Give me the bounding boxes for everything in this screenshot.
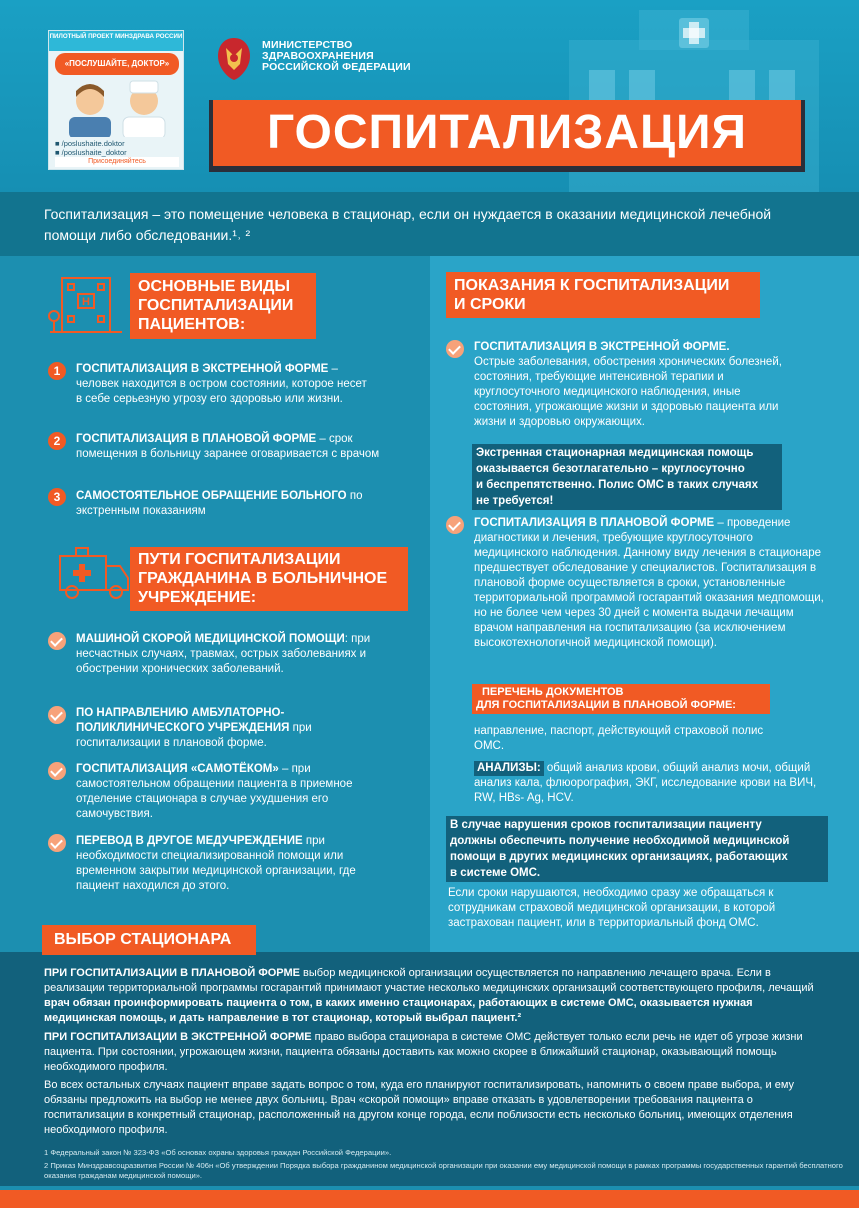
check-icon <box>48 762 66 780</box>
emergency-note: Экстренная стационарная медицинская помощь оказывается безотлагательно – круглосуточно и беспрепятственно. Полис ОМС в таких случаях не требуется! <box>472 444 782 510</box>
doctors-illustration <box>63 75 171 137</box>
list-item: ПО НАПРАВЛЕНИЮ АМБУЛАТОРНО-ПОЛИКЛИНИЧЕСКОГО УЧРЕЖДЕНИЯ при госпитализации в плановой форме. <box>76 707 312 749</box>
planned-indication: ГОСПИТАЛИЗАЦИЯ В ПЛАНОВОЙ ФОРМЕ – проведение диагностики и лечения, требующие круглосуточного медицинского наблюдения. Данному виду лечения в стационаре предшествует обследование у специалистов. Госпитализация в плановой форме осуществляется в сроки, установленные территориальной программой госгарантий оказания медпомощи, но не более чем через 30 дней с момента выдачи лечащим врачом направления на госпитализацию (за исключением высокотехнологичной медицинской помощи). <box>474 517 824 649</box>
number-badge: 3 <box>48 488 66 506</box>
choice-paragraph-2: ПРИ ГОСПИТАЛИЗАЦИИ В ЭКСТРЕННОЙ ФОРМЕ право выбора стационара в системе ОМС действует только если речь не идет об угрозе жизни пациента. При состоянии, угрожающем жизни, пациента обязаны доставить как можно скорее в ближайший стационар, оказывающий помощь необходимого профиля. <box>44 1031 803 1073</box>
svg-text:H: H <box>82 296 90 308</box>
check-icon <box>48 834 66 852</box>
title-box <box>209 100 805 172</box>
intro-text: Госпитализация – это помещение человека в стационар, если он нуждается в оказании медицинской лечебной помощи либо обследовании.¹˒ ² <box>44 206 772 243</box>
coat-of-arms-icon <box>214 34 254 82</box>
intro-band <box>0 192 859 256</box>
project-badge <box>48 30 184 170</box>
list-item: ГОСПИТАЛИЗАЦИЯ «САМОТЁКОМ» – при самостоятельном обращении пациента в приемное отделение стационара в случае ухудшения его самочувствия. <box>76 763 353 820</box>
vk-link[interactable]: ■ /poslushaite_doktor <box>55 148 127 157</box>
indications-heading: ПОКАЗАНИЯ К ГОСПИТАЛИЗАЦИИ И СРОКИ <box>446 272 760 318</box>
docs-text: направление, паспорт, действующий страховой полис ОМС. <box>474 725 764 752</box>
analyses-text: АНАЛИЗЫ: общий анализ крови, общий анализ мочи, общий анализ кала, флюорография, ЭКГ, исследование крови на ВИЧ, RW, HBs- Ag, HCV. <box>474 762 817 804</box>
choice-paragraph-3: Во всех остальных случаях пациент вправе задать вопрос о том, куда его планируют госпитализировать, напомнить о своем праве выбора, и ему обязаны предложить на выбор не менее двух больниц. Врач «скорой помощи» вправе отказать в удовлетворении требования пациента о госпитализации в конкретный стационар, расположенный на другом конце города, если поблизости есть несколько больниц, имеющих отделения необходимого профиля. <box>44 1079 795 1136</box>
docs-heading: ПЕРЕЧЕНЬ ДОКУМЕНТОВ ДЛЯ ГОСПИТАЛИЗАЦИИ В ПЛАНОВОЙ ФОРМЕ: <box>472 684 770 714</box>
ambulance-icon <box>46 544 132 604</box>
page-title: ГОСПИТАЛИЗАЦИЯ <box>213 100 801 166</box>
number-badge: 1 <box>48 362 66 380</box>
check-icon <box>446 340 464 358</box>
list-item: САМОСТОЯТЕЛЬНОЕ ОБРАЩЕНИЕ БОЛЬНОГО по экстренным показаниям <box>76 490 363 517</box>
header <box>0 0 859 192</box>
choice-paragraph-1: ПРИ ГОСПИТАЛИЗАЦИИ В ПЛАНОВОЙ ФОРМЕ выбор медицинской организации осуществляется по направлению лечащего врача. Если в реализации территориальной программы госгарантий принимают участие несколько медицинских организаций соответствующего профиля, лечащий врач обязан проинформировать пациента о том, в каких именно стационарах, работающих в системе ОМС, оказывается нужная медицинская помощь, и дать направление в тот стационар, который выбрал пациент.² <box>44 967 814 1024</box>
analyses-label: АНАЛИЗЫ: <box>474 761 544 776</box>
list-item: МАШИНОЙ СКОРОЙ МЕДИЦИНСКОЙ ПОМОЩИ: при несчастных случаях, травмах, острых заболеваниях и обострении хронических заболеваний. <box>76 633 371 675</box>
list-item: ГОСПИТАЛИЗАЦИЯ В ЭКСТРЕННОЙ ФОРМЕ – человек находится в остром состоянии, которое несет в себе серьезную угрозу его здоровью или жизни. <box>76 363 367 405</box>
ministry-name: МИНИСТЕРСТВО ЗДРАВООХРАНЕНИЯ РОССИЙСКОЙ ФЕДЕРАЦИИ <box>262 39 411 73</box>
emergency-indication: ГОСПИТАЛИЗАЦИЯ В ЭКСТРЕННОЙ ФОРМЕ. Острые заболевания, обострения хронических болезней, состояния, требующие интенсивной терапии и круглосуточного медицинского наблюдения, иные состояния, угрожающие жизни и здоровью пациента или жизни и здоровью окружающих. <box>474 341 782 428</box>
badge-join-text: Присоединяйтесь <box>55 157 179 167</box>
check-icon <box>446 516 464 534</box>
violation-note: В случае нарушения сроков госпитализации пациенту должны обеспечить получение необходимой медицинской помощи в других медицинских организациях, работающих в системе ОМС. <box>446 816 828 882</box>
types-heading: ОСНОВНЫЕ ВИДЫ ГОСПИТАЛИЗАЦИИ ПАЦИЕНТОВ: <box>130 273 316 339</box>
ways-heading: ПУТИ ГОСПИТАЛИЗАЦИИ ГРАЖДАНИНА В БОЛЬНИЧНОЕ УЧРЕЖДЕНИЕ: <box>130 547 408 611</box>
check-icon <box>48 706 66 724</box>
number-badge: 2 <box>48 432 66 450</box>
violation-text: Если сроки нарушаются, необходимо сразу же обращаться к сотрудникам страховой медицинской организации, в которой застрахован пациент, или в территориальный фонд ОМС. <box>448 887 776 929</box>
footnote-1: 1 Федеральный закон № 323-ФЗ «Об основах охраны здоровья граждан Российской Федерации». <box>44 1148 392 1157</box>
list-item: ГОСПИТАЛИЗАЦИЯ В ПЛАНОВОЙ ФОРМЕ – срок помещения в больницу заранее оговаривается с врачом <box>76 433 380 460</box>
badge-slogan: «ПОСЛУШАЙТЕ, ДОКТОР» <box>55 53 179 75</box>
check-icon <box>48 632 66 650</box>
footnotes <box>44 1148 844 1181</box>
footnote-2: 2 Приказ Минздравсоцразвития России № 406н «Об утверждении Порядка выбора гражданином медицинской организации при оказании ему медицинской помощи в рамках программы государственных гарантий бесплатного оказания гражданам медицинской помощи». <box>44 1161 843 1180</box>
vk-icon: ■ <box>55 148 60 157</box>
list-item: ПЕРЕВОД В ДРУГОЕ МЕДУЧРЕЖДЕНИЕ при необходимости специализированной помощи или временном закрытии медицинской организации, где пациент находился до этого. <box>76 835 356 892</box>
facebook-icon: ■ <box>55 139 60 148</box>
choice-heading: ВЫБОР СТАЦИОНАРА <box>42 925 256 955</box>
facebook-link[interactable]: ■ /poslushaite.doktor <box>55 139 125 148</box>
footer-bar <box>0 1190 859 1208</box>
badge-top-text: ПИЛОТНЫЙ ПРОЕКТ МИНЗДРАВА РОССИИ <box>49 31 183 51</box>
hospital-building-icon <box>48 272 124 336</box>
badge-social <box>55 139 179 157</box>
